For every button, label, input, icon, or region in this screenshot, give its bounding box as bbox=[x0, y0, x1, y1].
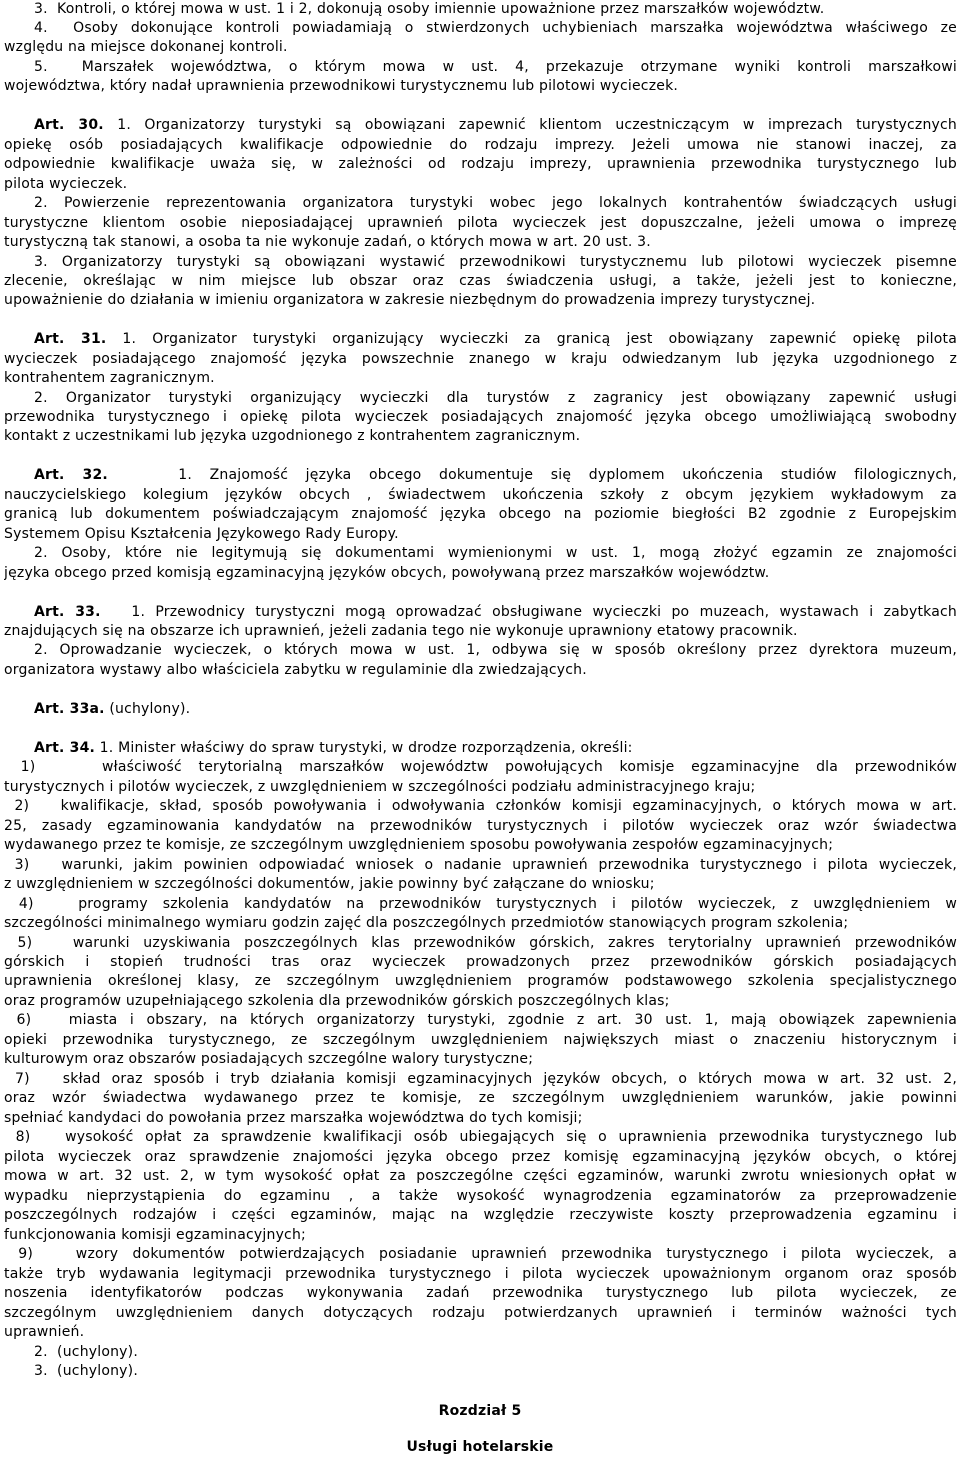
article-text: 1. Organizator turystyki organizujący wycieczki za granicą jest obowiązany zapewnić opiekę pilota bbox=[106, 331, 957, 347]
text-line: pilota wycieczek oraz sprawdzenie znajomości języka obcego przez komisję egzaminacyjną języków obcych, o której bbox=[4, 1149, 957, 1165]
text-line: organizatora wystawy albo właściciela zabytku w regulaminie dla zwiedzających. bbox=[4, 662, 587, 678]
article-text: 1. Przewodnicy turystyczni mogą oprowadzać obsługiwane wycieczki po muzeach, wystawach i zabytkach bbox=[100, 604, 957, 620]
text-line: z uwzględnieniem w szczególności dokumentów, jakie powinny być załączane do wniosku; bbox=[4, 876, 655, 892]
text-line: 2. Powierzenie reprezentowania organizatora turystyki wobec jego lokalnych kontrahentów świadczących usługi bbox=[34, 195, 957, 211]
article-number: Art. 34. bbox=[34, 740, 96, 756]
text-line: noszenia identyfikatorów podczas wykonywania zadań przewodnika turystycznego lub pilota wycieczek, ze bbox=[4, 1285, 957, 1301]
text-line: 6) miasta i obszary, na których organizatorzy turystyki, zgodnie z art. 30 ust. 1, mają obowiązek zapewnienia bbox=[4, 1012, 957, 1028]
text-line: nauczycielskiego kolegium języków obcych , świadectwem ukończenia szkoły z obcym językiem wykładowym za bbox=[4, 487, 957, 503]
text-line: 2. Oprowadzanie wycieczek, o których mowa w ust. 1, odbywa się w sposób określony przez dyrektora muzeum, bbox=[34, 642, 957, 658]
text-line bbox=[34, 330, 957, 349]
article-number: Art. 32. bbox=[34, 467, 108, 483]
text-line: 1) właściwość terytorialną marszałków województw powołujących komisje egzaminacyjne dla przewodników bbox=[4, 759, 957, 775]
text-line: 5) warunki uzyskiwania poszczególnych klas przewodników górskich, zakres terytorialny uprawnień przewodników bbox=[4, 935, 957, 951]
text-line: szczególności minimalnego wymiaru godzin zajęć dla poszczególnych przedmiotów stanowiących program szkolenia; bbox=[4, 915, 849, 931]
text-line: względu na miejsce dokonanej kontroli. bbox=[4, 39, 288, 55]
text-line: upoważnienie do działania w imieniu organizatora w zakresie niezbędnym do prowadzenia imprezy turystycznej. bbox=[4, 292, 816, 308]
chapter-number: Rozdział 5 bbox=[438, 1403, 522, 1419]
text-line: 4. Osoby dokonujące kontroli powiadamiają o stwierdzonych uchybieniach marszałka województwa właściwego ze bbox=[34, 20, 957, 36]
text-line: także tryb wydawania legitymacji przewodnika turystycznego i pilota wycieczek upoważnionym organom oraz sposób bbox=[4, 1266, 957, 1282]
text-line: kontrahentem zagranicznym. bbox=[4, 370, 215, 386]
article-text: 1. Znajomość języka obcego dokumentuje się dyplomem ukończenia studiów filologicznych, bbox=[107, 467, 957, 483]
text-line: 7) skład oraz sposób i tryb działania komisji egzaminacyjnych języków obcych, o których mowa w art. 32 ust. 2, bbox=[4, 1071, 957, 1087]
text-line: turystyczną tak stanowi, a osoba ta nie wykonuje zadań, o których mowa w art. 20 ust. 3. bbox=[4, 234, 651, 250]
article-number: Art. 33. bbox=[34, 604, 101, 620]
text-line: oraz wzór świadectwa wydawanego przez te komisje, ze szczególnym uwzględnieniem warunków, jakie powinni bbox=[4, 1090, 957, 1106]
text-line: 8) wysokość opłat za sprawdzenie kwalifikacji osób ubiegających się o uprawnienia przewodnika turystycznego lub bbox=[4, 1129, 957, 1145]
text-line: 2) kwalifikacje, skład, sposób powoływania i odwoływania członków komisji egzaminacyjnych, o których mowa w art. bbox=[4, 798, 957, 814]
text-line: odpowiednie kwalifikacje uważa się, w zależności od rodzaju imprezy, uprawnienia przewodnika turystycznego lub bbox=[4, 156, 957, 172]
text-line: 2. Organizator turystyki organizujący wycieczki dla turystów z zagranicy jest obowiązany zapewnić usługi bbox=[34, 390, 957, 406]
chapter-title: Usługi hotelarskie bbox=[406, 1439, 554, 1455]
text-line: 9) wzory dokumentów potwierdzających posiadanie uprawnień przewodnika turystycznego i pilota wycieczek, a bbox=[4, 1246, 957, 1262]
text-line: turystyczne klientom osobie nieposiadającej uprawnień pilota wycieczek jest dopuszczalne, jeżeli umowa o imprezę bbox=[4, 215, 957, 231]
text-line: wycieczek posiadającego znajomość języka powszechnie znanego w kraju odwiedzanym lub języka uzgodnionego z bbox=[4, 351, 957, 367]
text-line: języka obcego przed komisją egzaminacyjną języków obcych, powoływaną przez marszałków województw. bbox=[4, 565, 770, 581]
text-line: turystycznych i pilotów wycieczek, z uwzględnieniem w szczególności podziału administracyjnego kraju; bbox=[4, 779, 756, 795]
text-line: 3. Kontroli, o której mowa w ust. 1 i 2, dokonują osoby imiennie upoważnione przez marszałków województw. bbox=[34, 1, 825, 17]
text-line: 3. (uchylony). bbox=[34, 1363, 138, 1379]
article-text: (uchylony). bbox=[104, 701, 191, 717]
text-line: wydawanego przez te komisje, ze szczególnym uwzględnieniem sposobu powoływania zespołów egzaminacyjnych; bbox=[4, 837, 834, 853]
text-line bbox=[34, 603, 957, 622]
text-line bbox=[34, 116, 957, 135]
text-line: górskich i stopień trudności tras oraz wycieczek prowadzonych przez przewodników górskich posiadających bbox=[4, 954, 957, 970]
text-line: kontakt z uczestnikami lub języka uzgodnionego z kontrahentem zagranicznym. bbox=[4, 428, 581, 444]
article-number: Art. 31. bbox=[34, 331, 107, 347]
text-line: 3) warunki, jakim powinien odpowiadać wniosek o nadanie uprawnień przewodnika turystycznego i pilota wycieczek, bbox=[4, 857, 957, 873]
text-line: mowa w art. 32 ust. 2, w tym wysokość opłat za poszczególne części egzaminów, warunki zwrotu wniesionych opłat w bbox=[4, 1168, 957, 1184]
text-line: kulturowym oraz obszarów posiadających szczególne walory turystyczne; bbox=[4, 1051, 534, 1067]
text-line: 2. (uchylony). bbox=[34, 1344, 138, 1360]
article-number: Art. 33a. bbox=[34, 701, 105, 717]
text-line: oraz programów uzupełniającego szkolenia dla przewodników górskich poszczególnych klas; bbox=[4, 993, 670, 1009]
text-line: poszczególnych rodzajów i części egzaminów, mając na względzie rzeczywiste koszty przeprowadzenia egzaminu i bbox=[4, 1207, 957, 1223]
text-line: 3. Organizatorzy turystyki są obowiązani wystawić przewodnikowi turystycznemu lub pilotowi wycieczek pisemne bbox=[34, 254, 957, 270]
text-line: 25, zasady egzaminowania kandydatów na przewodników turystycznych i pilotów wycieczek oraz wzór świadectwa bbox=[4, 818, 957, 834]
text-line: województwa, który nadał uprawnienia przewodnikowi turystycznemu lub pilotowi wycieczek. bbox=[4, 78, 679, 94]
text-line: granicą lub dokumentem poświadczającym znajomość języka obcego na poziomie biegłości B2 zgodnie z Europejskim bbox=[4, 506, 957, 522]
text-line: opiekę osób posiadających kwalifikacje odpowiednie do rodzaju imprezy. Jeżeli umowa nie stanowi inaczej, za bbox=[4, 137, 957, 153]
text-line: spełniać kandydaci do powołania przez marszałka województwa do tych komisji; bbox=[4, 1110, 583, 1126]
text-line: uprawnień. bbox=[4, 1324, 85, 1340]
text-line: szczególnym uwzględnieniem danych dotyczących rodzaju potwierdzanych uprawnień i terminów ważności tych bbox=[4, 1305, 957, 1321]
text-line: funkcjonowania komisji egzaminacyjnych; bbox=[4, 1227, 306, 1243]
text-line: uprawnienia określonej klasy, ze szczególnym uwzględnieniem programów podstawowego szkolenia specjalistycznego bbox=[4, 973, 957, 989]
article-text: 1. Organizatorzy turystyki są obowiązani zapewnić klientom uczestniczącym w imprezach turystycznych bbox=[103, 117, 957, 133]
text-line: wypadku nieprzystąpienia do egzaminu , a także wysokość wynagrodzenia egzaminatorów za przeprowadzenie bbox=[4, 1188, 957, 1204]
article-text: 1. Minister właściwy do spraw turystyki, w drodze rozporządzenia, określi: bbox=[95, 740, 633, 756]
text-line: Systemem Opisu Kształcenia Językowego Rady Europy. bbox=[4, 526, 399, 542]
text-line: opieki przewodnika turystycznego, ze szczególnym uwzględnieniem największych miast o znaczeniu historycznym i bbox=[4, 1032, 957, 1048]
text-line: 5. Marszałek województwa, o którym mowa w ust. 4, przekazuje otrzymane wyniki kontroli marszałkowi bbox=[34, 59, 957, 75]
text-line: pilota wycieczek. bbox=[4, 176, 128, 192]
text-line bbox=[34, 700, 957, 719]
text-line bbox=[34, 466, 957, 485]
article-number: Art. 30. bbox=[34, 117, 104, 133]
text-line bbox=[34, 739, 957, 758]
text-line: znajdujących się na obszarze ich uprawnień, jeżeli zadania tego nie wykonuje uprawniony etatowy pracownik. bbox=[4, 623, 798, 639]
text-line: 4) programy szkolenia kandydatów na przewodników turystycznych i pilotów wycieczek, z uwzględnieniem w bbox=[4, 896, 957, 912]
text-line: 2. Osoby, które nie legitymują się dokumentami wymienionymi w ust. 1, mogą złożyć egzamin ze znajomości bbox=[34, 545, 957, 561]
text-line: zlecenie, określając w nim miejsce lub obszar oraz czas świadczenia usługi, a także, jeżeli jest to konieczne, bbox=[4, 273, 957, 289]
text-line: przewodnika turystycznego i opiekę pilota wycieczek posiadających znajomość języka obcego umożliwiającą swobodny bbox=[4, 409, 957, 425]
